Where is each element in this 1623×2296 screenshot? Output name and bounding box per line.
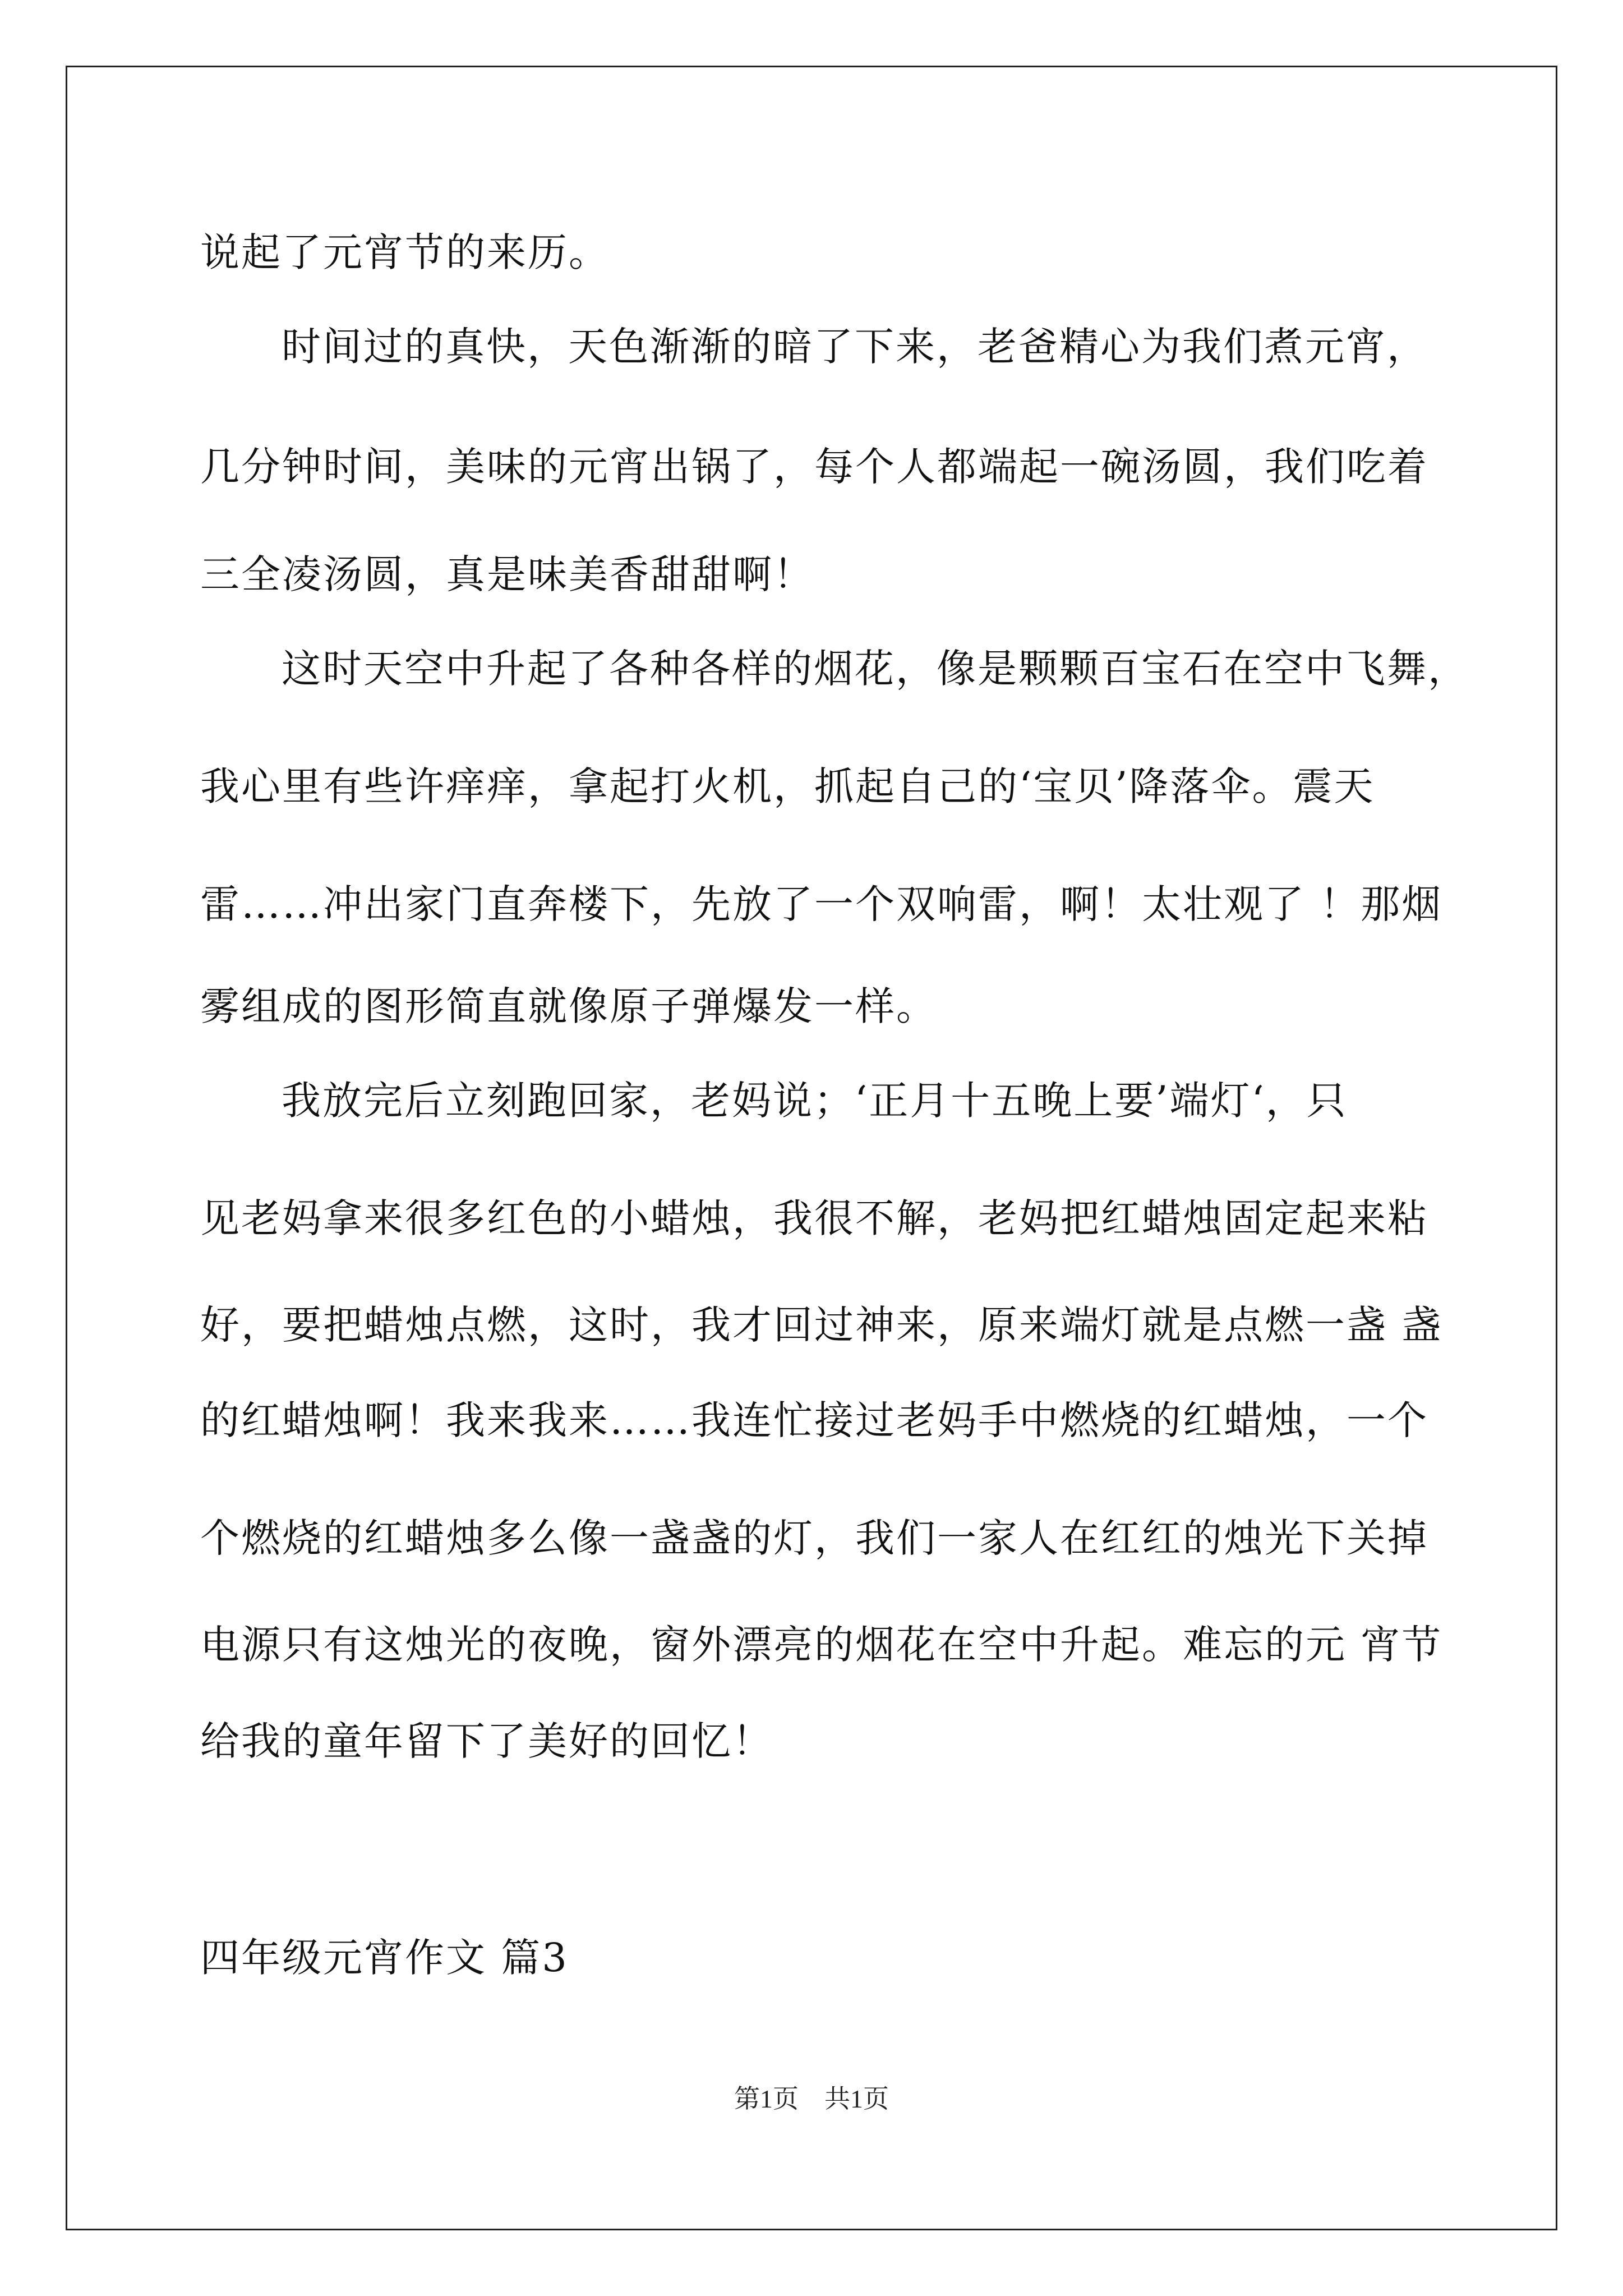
section-heading: 四年级元宵作文 篇3 — [200, 1935, 569, 1981]
paragraph-4-line-3: 好，要把蜡烛点燃，这时，我才回过神来，原来端灯就是点燃一盏 盏 — [200, 1302, 1443, 1348]
paragraph-1-line-1: 说起了元宵节的来历。 — [200, 229, 610, 275]
paragraph-4-line-5: 个燃烧的红蜡烛多么像一盏盏的灯，我们一家人在红红的烛光下关掉 — [200, 1515, 1428, 1561]
paragraph-4-line-6: 电源只有这烛光的夜晚，窗外漂亮的烟花在空中升起。难忘的元 宵节 — [200, 1622, 1443, 1668]
paragraph-3-line-3: 雷……冲出家门直奔楼下，先放了一个双响雷，啊！太壮观了 ！那烟 — [200, 881, 1443, 927]
paragraph-3-line-1: 这时天空中升起了各种各样的烟花，像是颗颗百宝石在空中飞舞， — [282, 646, 1469, 692]
paragraph-4-line-4: 的红蜡烛啊！我来我来……我连忙接过老妈手中燃烧的红蜡烛，一个 — [200, 1397, 1428, 1443]
paragraph-2-line-1: 时间过的真快，天色渐渐的暗了下来，老爸精心为我们煮元宵， — [282, 324, 1428, 370]
paragraph-4-line-1: 我放完后立刻跑回家，老妈说；‘正月十五晚上要’端灯‘，只 — [282, 1078, 1348, 1124]
page-border — [66, 66, 1557, 2230]
page-number-footer: 第1页 共1页 — [734, 2085, 889, 2113]
paragraph-2-line-3: 三全凌汤圆，真是味美香甜甜啊！ — [200, 551, 814, 597]
paragraph-4-line-7: 给我的童年留下了美好的回忆！ — [200, 1718, 773, 1764]
paragraph-4-line-2: 见老妈拿来很多红色的小蜡烛，我很不解，老妈把红蜡烛固定起来粘 — [200, 1195, 1428, 1241]
paragraph-3-line-4: 雾组成的图形简直就像原子弹爆发一样。 — [200, 983, 937, 1029]
paragraph-3-line-2: 我心里有些许痒痒，拿起打火机，抓起自己的‘宝贝’降落伞。震天 — [200, 763, 1375, 809]
paragraph-2-line-2: 几分钟时间，美味的元宵出锅了，每个人都端起一碗汤圆，我们吃着 — [200, 444, 1428, 490]
